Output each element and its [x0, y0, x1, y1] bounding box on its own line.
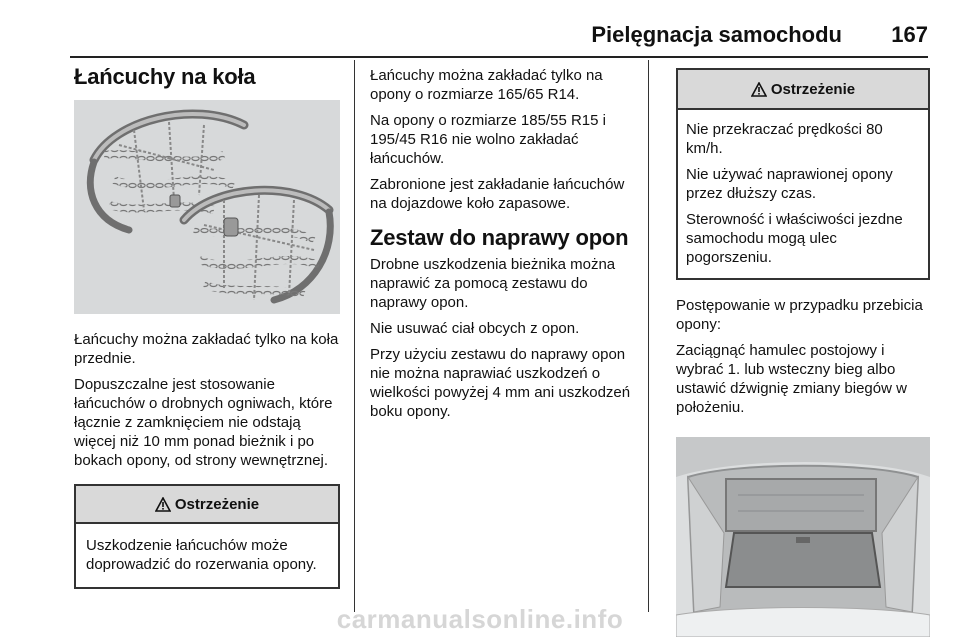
paragraph: Postępowanie w przypadku przebicia opony: [676, 297, 923, 333]
column-divider [354, 60, 355, 612]
warning-body [678, 110, 928, 278]
warning-triangle-icon [751, 82, 767, 97]
warning-paragraph: Nie przekraczać prędkości 80 km/h. [686, 121, 883, 157]
column-middle [370, 60, 640, 428]
warning-box [74, 484, 340, 589]
warning-title: Ostrzeżenie [770, 80, 856, 98]
column-divider [648, 60, 649, 612]
snow-chains-icon [74, 100, 340, 314]
warning-header [76, 486, 338, 524]
paragraph: Przy użyciu zestawu do naprawy opon nie można naprawiać uszkodzeń o wielkości powyżej 4 mm ani uszkodzeń boku opony. [370, 346, 631, 420]
warning-title: Ostrzeżenie [174, 495, 260, 513]
warning-box [676, 68, 930, 280]
warning-body [76, 524, 338, 587]
warning-paragraph: Nie używać naprawionej opony przez dłuższy czas. [686, 166, 893, 202]
warning-triangle-icon [155, 497, 171, 512]
paragraph: Zabronione jest zakładanie łańcuchów na dojazdowe koło zapasowe. [370, 176, 625, 212]
watermark: carmanualsonline.info [336, 604, 624, 634]
paragraph: Na opony o rozmiarze 185/55 R15 i 195/45 R16 nie wolno zakładać łańcuchów. [370, 112, 606, 167]
column-left [74, 60, 342, 589]
paragraph: Drobne uszkodzenia bieżnika można naprawić za pomocą zestawu do naprawy opon. [370, 256, 616, 311]
paragraph: Dopuszczalne jest stosowanie łańcuchów o drobnych ogniwach, które łącznie z zamknięciem nie odstają więcej niż 10 mm ponad bieżnik i po bokach opony, od strony wewnętrznej. [74, 376, 333, 469]
running-header-title: Pielęgnacja samochodu [591, 22, 842, 47]
section-title-tyre-repair-kit: Zestaw do naprawy opon [370, 225, 629, 250]
warning-paragraph: Uszkodzenie łańcuchów może doprowadzić do rozerwania opony. [86, 537, 317, 573]
paragraph: Łańcuchy można zakładać tylko na opony o rozmiarze 165/65 R14. [370, 67, 603, 103]
section-title-snow-chains: Łańcuchy na koła [74, 64, 256, 89]
column-right [676, 60, 932, 637]
header-rule [70, 56, 928, 58]
page-number: 167 [891, 22, 928, 47]
paragraph: Łańcuchy można zakładać tylko na koła przednie. [74, 331, 339, 367]
paragraph: Nie usuwać ciał obcych z opon. [370, 320, 580, 337]
paragraph: Zaciągnąć hamulec postojowy i wybrać 1. lub wsteczny bieg albo ustawić dźwignię zmiany biegów w położeniu. [676, 342, 907, 416]
warning-header [678, 70, 928, 110]
snow-chains-illustration [74, 100, 340, 314]
warning-paragraph: Sterowność i właściwości jezdne samochodu mogą ulec pogorszeniu. [686, 211, 903, 266]
